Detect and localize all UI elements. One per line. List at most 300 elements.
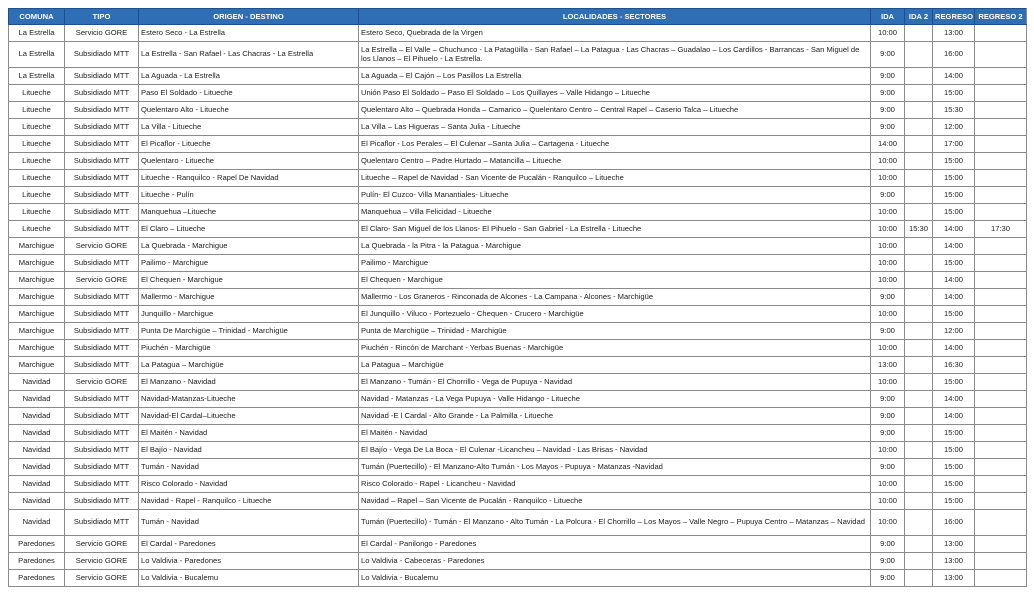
cell-ida2	[905, 42, 933, 68]
cell-regreso: 15:30	[933, 102, 975, 119]
cell-comuna: Navidad	[9, 442, 65, 459]
cell-origen-destino: Manquehua –Litueche	[139, 204, 359, 221]
cell-localidades: Piuchén - Rincón de Marchant - Yerbas Buenas - Marchigüe	[359, 340, 871, 357]
cell-ida2	[905, 357, 933, 374]
cell-ida: 9:00	[871, 68, 905, 85]
cell-ida: 10:00	[871, 476, 905, 493]
cell-localidades: La Quebrada - la Pitra - la Patagua - Marchigue	[359, 238, 871, 255]
cell-ida2	[905, 272, 933, 289]
schedule-sheet	[8, 8, 1027, 587]
cell-regreso2	[975, 85, 1027, 102]
cell-ida: 9:00	[871, 408, 905, 425]
cell-regreso2	[975, 102, 1027, 119]
cell-tipo: Subsidiado MTT	[65, 493, 139, 510]
table-row	[9, 187, 1027, 204]
cell-tipo: Subsidiado MTT	[65, 255, 139, 272]
cell-localidades: Pailimo - Marchigue	[359, 255, 871, 272]
cell-localidades: La Estrella – El Valle – Chuchunco - La Patagüilla - San Rafael – La Patagua - Las Chacras – Guadalao – Los Cardillos - Barrancas - San Miguel de los Llanos – El Pihuelo - La Estrella.	[359, 42, 871, 68]
cell-ida: 10:00	[871, 493, 905, 510]
cell-ida2	[905, 255, 933, 272]
cell-comuna: Navidad	[9, 374, 65, 391]
cell-regreso2	[975, 425, 1027, 442]
cell-tipo: Subsidiado MTT	[65, 391, 139, 408]
cell-tipo: Subsidiado MTT	[65, 425, 139, 442]
cell-origen-destino: Quelentaro Alto - Litueche	[139, 102, 359, 119]
cell-origen-destino: La Quebrada - Marchigue	[139, 238, 359, 255]
cell-comuna: Litueche	[9, 170, 65, 187]
cell-regreso2	[975, 289, 1027, 306]
cell-ida: 9:00	[871, 570, 905, 587]
cell-origen-destino: El Maitén - Navidad	[139, 425, 359, 442]
cell-ida2	[905, 136, 933, 153]
table-row	[9, 204, 1027, 221]
cell-regreso: 14:00	[933, 340, 975, 357]
cell-origen-destino: El Cardal - Paredones	[139, 536, 359, 553]
cell-origen-destino: Quelentaro - Litueche	[139, 153, 359, 170]
cell-regreso2	[975, 204, 1027, 221]
cell-origen-destino: La Villa - Litueche	[139, 119, 359, 136]
cell-regreso: 14:00	[933, 391, 975, 408]
table-row	[9, 221, 1027, 238]
table-row	[9, 442, 1027, 459]
cell-ida2	[905, 570, 933, 587]
cell-ida: 10:00	[871, 340, 905, 357]
cell-tipo: Subsidiado MTT	[65, 102, 139, 119]
cell-ida2	[905, 25, 933, 42]
cell-tipo: Subsidiado MTT	[65, 408, 139, 425]
cell-ida: 13:00	[871, 357, 905, 374]
cell-tipo: Subsidiado MTT	[65, 170, 139, 187]
cell-origen-destino: El Chequen - Marchigue	[139, 272, 359, 289]
cell-ida2	[905, 536, 933, 553]
cell-regreso: 15:00	[933, 476, 975, 493]
cell-ida2	[905, 493, 933, 510]
cell-localidades: Quelentaro Alto – Quebrada Honda – Camarico – Quelentaro Centro – Central Rapel – Caserio Talca – Litueche	[359, 102, 871, 119]
cell-localidades: Navidad - Matanzas - La Vega Pupuya - Valle Hidango - Litueche	[359, 391, 871, 408]
cell-ida: 9:00	[871, 536, 905, 553]
cell-origen-destino: Piuchén - Marchigüe	[139, 340, 359, 357]
cell-comuna: La Estrella	[9, 25, 65, 42]
header-ida2: IDA 2	[905, 9, 933, 25]
cell-ida: 9:00	[871, 425, 905, 442]
cell-comuna: Navidad	[9, 391, 65, 408]
cell-ida: 10:00	[871, 510, 905, 536]
cell-regreso: 15:00	[933, 493, 975, 510]
cell-localidades: El Cardal - Panilongo - Paredones	[359, 536, 871, 553]
cell-regreso: 15:00	[933, 442, 975, 459]
cell-ida: 9:00	[871, 102, 905, 119]
cell-origen-destino: Risco Colorado - Navidad	[139, 476, 359, 493]
table-row	[9, 68, 1027, 85]
cell-ida: 9:00	[871, 187, 905, 204]
cell-regreso: 16:30	[933, 357, 975, 374]
cell-origen-destino: Lo Valdivia - Paredones	[139, 553, 359, 570]
cell-comuna: Navidad	[9, 493, 65, 510]
cell-origen-destino: Navidad-Matanzas-Litueche	[139, 391, 359, 408]
cell-comuna: Paredones	[9, 536, 65, 553]
table-row	[9, 255, 1027, 272]
cell-origen-destino: Paso El Soldado - Litueche	[139, 85, 359, 102]
cell-regreso: 12:00	[933, 323, 975, 340]
cell-ida2	[905, 119, 933, 136]
table-row	[9, 153, 1027, 170]
cell-comuna: Navidad	[9, 510, 65, 536]
cell-regreso: 15:00	[933, 204, 975, 221]
cell-regreso: 14:00	[933, 68, 975, 85]
cell-tipo: Subsidiado MTT	[65, 68, 139, 85]
cell-ida2	[905, 170, 933, 187]
cell-localidades: El Chequen - Marchigue	[359, 272, 871, 289]
cell-tipo: Subsidiado MTT	[65, 42, 139, 68]
schedule-rows	[9, 25, 1027, 587]
cell-regreso2	[975, 272, 1027, 289]
cell-ida: 10:00	[871, 25, 905, 42]
cell-localidades: La Aguada – El Cajón – Los Pasillos La Estrella	[359, 68, 871, 85]
cell-tipo: Subsidiado MTT	[65, 289, 139, 306]
cell-comuna: Litueche	[9, 85, 65, 102]
cell-localidades: La Patagua – Marchigüe	[359, 357, 871, 374]
table-row	[9, 85, 1027, 102]
header-localidades: LOCALIDADES - SECTORES	[359, 9, 871, 25]
cell-regreso2	[975, 25, 1027, 42]
cell-ida: 9:00	[871, 85, 905, 102]
cell-origen-destino: La Aguada - La Estrella	[139, 68, 359, 85]
cell-regreso: 14:00	[933, 238, 975, 255]
cell-origen-destino: Litueche - Ranquilco - Rapel De Navidad	[139, 170, 359, 187]
cell-ida: 10:00	[871, 170, 905, 187]
cell-comuna: Marchigue	[9, 357, 65, 374]
cell-localidades: Pulín- El Cuzco- Villa Manantiales- Litueche	[359, 187, 871, 204]
cell-ida2	[905, 459, 933, 476]
cell-localidades: Tumán (Puertecillo) - Tumán - El Manzano - Alto Tumán - La Polcura - El Chorrillo – Los Mayos – Valle Negro – Pupuya Centro – Matanzas – Navidad	[359, 510, 871, 536]
cell-ida2	[905, 289, 933, 306]
header-regreso: REGRESO	[933, 9, 975, 25]
table-row	[9, 357, 1027, 374]
cell-tipo: Subsidiado MTT	[65, 187, 139, 204]
cell-regreso: 15:00	[933, 153, 975, 170]
cell-localidades: Estero Seco, Quebrada de la Virgen	[359, 25, 871, 42]
cell-regreso2	[975, 553, 1027, 570]
cell-comuna: La Estrella	[9, 42, 65, 68]
cell-comuna: Marchigue	[9, 238, 65, 255]
cell-ida: 10:00	[871, 238, 905, 255]
cell-tipo: Servicio GORE	[65, 374, 139, 391]
table-row	[9, 408, 1027, 425]
cell-localidades: El Bajío - Vega De La Boca - El Culenar -Licancheu – Navidad - Las Brisas - Navidad	[359, 442, 871, 459]
cell-ida2	[905, 374, 933, 391]
cell-ida2	[905, 510, 933, 536]
cell-regreso: 13:00	[933, 536, 975, 553]
cell-ida: 9:00	[871, 391, 905, 408]
cell-regreso: 15:00	[933, 187, 975, 204]
cell-origen-destino: Litueche - Pulín	[139, 187, 359, 204]
table-row	[9, 25, 1027, 42]
cell-ida2: 15:30	[905, 221, 933, 238]
cell-ida2	[905, 306, 933, 323]
cell-regreso2	[975, 459, 1027, 476]
cell-regreso: 13:00	[933, 570, 975, 587]
cell-ida: 10:00	[871, 374, 905, 391]
cell-ida: 10:00	[871, 153, 905, 170]
cell-regreso: 16:00	[933, 42, 975, 68]
table-row	[9, 570, 1027, 587]
cell-comuna: Navidad	[9, 408, 65, 425]
cell-ida2	[905, 425, 933, 442]
cell-tipo: Subsidiado MTT	[65, 442, 139, 459]
schedule-table	[8, 8, 1027, 587]
cell-regreso2	[975, 374, 1027, 391]
cell-regreso: 16:00	[933, 510, 975, 536]
cell-comuna: Marchigue	[9, 289, 65, 306]
cell-tipo: Servicio GORE	[65, 536, 139, 553]
cell-regreso2	[975, 340, 1027, 357]
cell-tipo: Servicio GORE	[65, 25, 139, 42]
header-comuna: COMUNA	[9, 9, 65, 25]
cell-regreso: 15:00	[933, 306, 975, 323]
cell-regreso2	[975, 570, 1027, 587]
cell-ida: 10:00	[871, 221, 905, 238]
cell-tipo: Subsidiado MTT	[65, 357, 139, 374]
cell-ida: 9:00	[871, 119, 905, 136]
cell-tipo: Servicio GORE	[65, 553, 139, 570]
cell-ida2	[905, 102, 933, 119]
cell-regreso2	[975, 153, 1027, 170]
cell-comuna: La Estrella	[9, 68, 65, 85]
cell-localidades: Quelentaro Centro – Padre Hurtado – Matancilla – Litueche	[359, 153, 871, 170]
cell-localidades: El Picaflor - Los Perales – El Culenar –Santa Julia – Cartagena - Litueche	[359, 136, 871, 153]
cell-regreso2	[975, 42, 1027, 68]
cell-ida2	[905, 476, 933, 493]
table-row	[9, 289, 1027, 306]
cell-tipo: Subsidiado MTT	[65, 340, 139, 357]
cell-comuna: Litueche	[9, 119, 65, 136]
cell-comuna: Marchigue	[9, 340, 65, 357]
cell-regreso2	[975, 170, 1027, 187]
cell-localidades: El Claro- San Miguel de los Llanos- El Pihuelo - San Gabriel - La Estrella - Litueche	[359, 221, 871, 238]
cell-ida: 9:00	[871, 42, 905, 68]
cell-ida2	[905, 68, 933, 85]
cell-ida: 14:00	[871, 136, 905, 153]
table-row	[9, 493, 1027, 510]
cell-regreso: 13:00	[933, 25, 975, 42]
cell-regreso: 14:00	[933, 289, 975, 306]
cell-origen-destino: Mallermo - Marchigue	[139, 289, 359, 306]
cell-comuna: Litueche	[9, 102, 65, 119]
cell-comuna: Litueche	[9, 187, 65, 204]
cell-localidades: Mallermo - Los Graneros - Rinconada de Alcones - La Campana - Alcones - Marchigüe	[359, 289, 871, 306]
cell-regreso: 15:00	[933, 170, 975, 187]
cell-localidades: El Manzano - Tumán - El Chorrillo - Vega de Pupuya - Navidad	[359, 374, 871, 391]
cell-regreso2	[975, 255, 1027, 272]
cell-localidades: Punta de Marchigüe – Trinidad - Marchigüe	[359, 323, 871, 340]
cell-ida: 10:00	[871, 272, 905, 289]
table-row	[9, 340, 1027, 357]
cell-origen-destino: La Estrella - San Rafael - Las Chacras - La Estrella	[139, 42, 359, 68]
cell-regreso2	[975, 493, 1027, 510]
cell-origen-destino: La Patagua – Marchigüe	[139, 357, 359, 374]
cell-localidades: El Maitén - Navidad	[359, 425, 871, 442]
cell-tipo: Subsidiado MTT	[65, 306, 139, 323]
cell-origen-destino: Estero Seco - La Estrella	[139, 25, 359, 42]
cell-localidades: Unión Paso El Soldado – Paso El Soldado – Los Quillayes – Valle Hidango – Litueche	[359, 85, 871, 102]
cell-tipo: Subsidiado MTT	[65, 476, 139, 493]
cell-origen-destino: El Manzano - Navidad	[139, 374, 359, 391]
cell-tipo: Subsidiado MTT	[65, 136, 139, 153]
table-row	[9, 119, 1027, 136]
header-regreso2: REGRESO 2	[975, 9, 1027, 25]
header-tipo: TIPO	[65, 9, 139, 25]
cell-regreso: 15:00	[933, 425, 975, 442]
cell-localidades: Risco Colorado - Rapel - Licancheu - Navidad	[359, 476, 871, 493]
cell-origen-destino: Junquillo - Marchigue	[139, 306, 359, 323]
cell-tipo: Subsidiado MTT	[65, 323, 139, 340]
cell-regreso2	[975, 442, 1027, 459]
cell-comuna: Navidad	[9, 425, 65, 442]
cell-localidades: Lo Valdivia - Cabeceras - Paredones	[359, 553, 871, 570]
cell-localidades: Navidad – Rapel – San Vicente de Pucalán - Ranquilco - Litueche	[359, 493, 871, 510]
cell-regreso2	[975, 536, 1027, 553]
cell-regreso: 15:00	[933, 374, 975, 391]
table-row	[9, 476, 1027, 493]
cell-localidades: El Junquillo - Viluco - Portezuelo - Chequen - Crucero - Marchigüe	[359, 306, 871, 323]
cell-tipo: Subsidiado MTT	[65, 119, 139, 136]
table-row	[9, 323, 1027, 340]
table-row	[9, 459, 1027, 476]
cell-ida: 10:00	[871, 255, 905, 272]
cell-regreso: 13:00	[933, 553, 975, 570]
cell-tipo: Servicio GORE	[65, 272, 139, 289]
cell-regreso: 12:00	[933, 119, 975, 136]
cell-origen-destino: Punta De Marchigüe – Trinidad - Marchigüe	[139, 323, 359, 340]
cell-regreso2	[975, 357, 1027, 374]
cell-regreso2	[975, 68, 1027, 85]
cell-tipo: Subsidiado MTT	[65, 459, 139, 476]
cell-ida2	[905, 340, 933, 357]
table-row	[9, 510, 1027, 536]
cell-comuna: Litueche	[9, 204, 65, 221]
header-origen-destino: ORIGEN - DESTINO	[139, 9, 359, 25]
cell-ida: 9:00	[871, 289, 905, 306]
header-ida: IDA	[871, 9, 905, 25]
cell-comuna: Marchigue	[9, 306, 65, 323]
cell-localidades: Manquehua – Villa Felicidad - Litueche	[359, 204, 871, 221]
cell-localidades: La Villa – Las Higueras – Santa Julia - Litueche	[359, 119, 871, 136]
cell-origen-destino: El Picaflor - Litueche	[139, 136, 359, 153]
cell-regreso2	[975, 306, 1027, 323]
cell-comuna: Paredones	[9, 570, 65, 587]
cell-localidades: Tumán (Puertecillo) - El Manzano-Alto Tumán - Los Mayos - Pupuya - Matanzas -Navidad	[359, 459, 871, 476]
table-row	[9, 102, 1027, 119]
cell-origen-destino: Pailimo - Marchigue	[139, 255, 359, 272]
cell-regreso: 15:00	[933, 85, 975, 102]
cell-origen-destino: Lo Valdivia - Bucalemu	[139, 570, 359, 587]
cell-tipo: Subsidiado MTT	[65, 204, 139, 221]
cell-regreso2: 17:30	[975, 221, 1027, 238]
cell-comuna: Litueche	[9, 153, 65, 170]
cell-comuna: Navidad	[9, 476, 65, 493]
cell-ida: 9:00	[871, 553, 905, 570]
cell-regreso2	[975, 476, 1027, 493]
cell-localidades: Navidad -E l Cardal - Alto Grande - La Palmilla - Litueche	[359, 408, 871, 425]
cell-origen-destino: El Bajío - Navidad	[139, 442, 359, 459]
cell-comuna: Marchigue	[9, 323, 65, 340]
cell-comuna: Navidad	[9, 459, 65, 476]
cell-ida2	[905, 408, 933, 425]
cell-origen-destino: Navidad - Rapel - Ranquilco - Litueche	[139, 493, 359, 510]
cell-ida: 9:00	[871, 323, 905, 340]
cell-tipo: Subsidiado MTT	[65, 85, 139, 102]
table-row	[9, 238, 1027, 255]
table-row	[9, 42, 1027, 68]
cell-ida: 10:00	[871, 442, 905, 459]
cell-comuna: Marchigue	[9, 255, 65, 272]
cell-ida2	[905, 553, 933, 570]
cell-origen-destino: Tumán - Navidad	[139, 510, 359, 536]
cell-regreso: 15:00	[933, 255, 975, 272]
cell-ida2	[905, 85, 933, 102]
cell-regreso: 14:00	[933, 221, 975, 238]
cell-comuna: Litueche	[9, 221, 65, 238]
cell-comuna: Marchigue	[9, 272, 65, 289]
cell-ida2	[905, 153, 933, 170]
cell-comuna: Litueche	[9, 136, 65, 153]
cell-tipo: Servicio GORE	[65, 238, 139, 255]
cell-regreso: 15:00	[933, 459, 975, 476]
cell-tipo: Subsidiado MTT	[65, 221, 139, 238]
cell-comuna: Paredones	[9, 553, 65, 570]
table-row	[9, 170, 1027, 187]
table-row	[9, 553, 1027, 570]
cell-ida: 10:00	[871, 306, 905, 323]
cell-regreso: 17:00	[933, 136, 975, 153]
cell-ida2	[905, 323, 933, 340]
cell-ida2	[905, 391, 933, 408]
cell-regreso2	[975, 391, 1027, 408]
cell-ida2	[905, 204, 933, 221]
header-row	[9, 9, 1027, 25]
cell-regreso2	[975, 238, 1027, 255]
table-row	[9, 425, 1027, 442]
table-row	[9, 374, 1027, 391]
cell-tipo: Servicio GORE	[65, 570, 139, 587]
cell-origen-destino: Tumán - Navidad	[139, 459, 359, 476]
cell-regreso: 14:00	[933, 408, 975, 425]
cell-ida2	[905, 442, 933, 459]
cell-regreso: 14:00	[933, 272, 975, 289]
table-row	[9, 136, 1027, 153]
table-row	[9, 391, 1027, 408]
cell-origen-destino: El Claro – Litueche	[139, 221, 359, 238]
table-row	[9, 272, 1027, 289]
cell-ida: 10:00	[871, 204, 905, 221]
cell-ida2	[905, 238, 933, 255]
cell-regreso2	[975, 119, 1027, 136]
cell-origen-destino: Navidad-El Cardal–Litueche	[139, 408, 359, 425]
cell-regreso2	[975, 136, 1027, 153]
cell-regreso2	[975, 408, 1027, 425]
cell-tipo: Subsidiado MTT	[65, 153, 139, 170]
table-row	[9, 536, 1027, 553]
table-row	[9, 306, 1027, 323]
cell-regreso2	[975, 323, 1027, 340]
cell-ida2	[905, 187, 933, 204]
cell-regreso2	[975, 187, 1027, 204]
cell-localidades: Lo Valdivia - Bucalemu	[359, 570, 871, 587]
cell-ida: 9:00	[871, 459, 905, 476]
cell-tipo: Subsidiado MTT	[65, 510, 139, 536]
cell-localidades: Litueche – Rapel de Navidad - San Vicente de Pucalán - Ranquilco – Litueche	[359, 170, 871, 187]
cell-regreso2	[975, 510, 1027, 536]
